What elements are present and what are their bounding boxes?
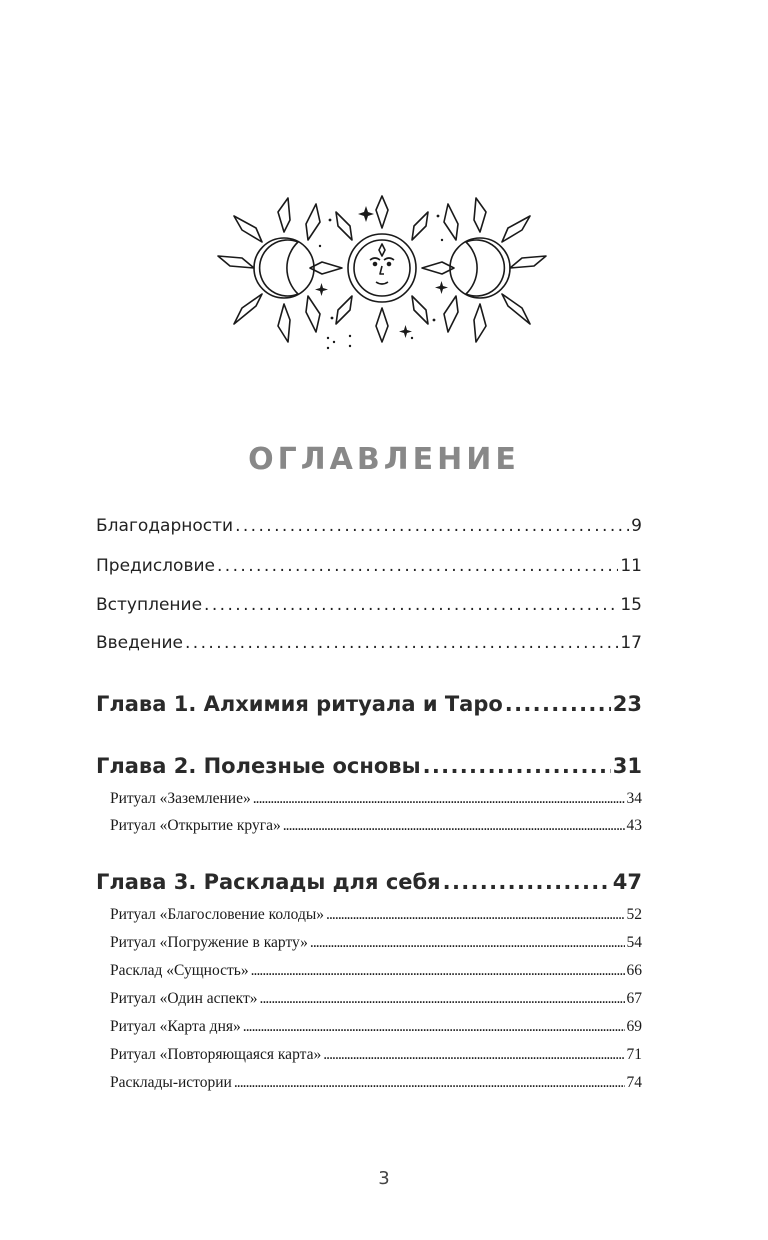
chapter-label: Глава 3. Расклады для себя <box>96 870 441 894</box>
toc-title: ОГЛАВЛЕНИЕ <box>248 442 520 477</box>
toc-entry-label: Благодарности <box>96 516 234 536</box>
subentry-label: Ритуал «Карта дня» <box>110 1018 241 1035</box>
dot-leader <box>253 790 625 808</box>
left-crescent-sun-icon <box>218 198 320 342</box>
toc-subentry[interactable] <box>110 1074 642 1092</box>
chapter-page: 23 <box>612 692 642 716</box>
toc-chapter[interactable] <box>96 692 642 716</box>
dot-leader <box>443 870 611 894</box>
chapter-label: Глава 2. Полезные основы <box>96 754 421 778</box>
sun-moon-ornament <box>212 190 552 360</box>
subentry-label: Ритуал «Повторяющаяся карта» <box>110 1046 322 1063</box>
subentry-label: Ритуал «Благословение колоды» <box>110 906 325 923</box>
toc-subentry[interactable] <box>110 934 642 952</box>
page-number: 3 <box>378 1168 390 1189</box>
dot-leader <box>260 990 625 1008</box>
subentry-page: 66 <box>626 962 642 979</box>
subentry-page: 54 <box>626 934 642 951</box>
dot-leader <box>505 692 611 716</box>
subentry-label: Ритуал «Погружение в карту» <box>110 934 308 951</box>
toc-chapter[interactable] <box>96 870 642 894</box>
right-crescent-sun-icon <box>444 198 546 342</box>
toc-entry-page: 9 <box>631 516 642 536</box>
toc-entry-front[interactable] <box>96 556 642 576</box>
toc-entry-label: Предисловие <box>96 556 215 576</box>
dot-leader <box>204 595 618 615</box>
subentry-page: 52 <box>626 906 642 923</box>
dot-leader <box>423 754 611 778</box>
dot-leader <box>234 1074 625 1092</box>
subentry-page: 69 <box>626 1018 642 1035</box>
chapter-page: 31 <box>612 754 642 778</box>
dot-leader <box>185 633 618 653</box>
toc-subentry[interactable] <box>110 906 642 924</box>
toc-subentry[interactable] <box>110 1046 642 1064</box>
chapter-page: 47 <box>612 870 642 894</box>
subentry-label: Расклад «Сущность» <box>110 962 249 979</box>
dot-leader <box>283 817 625 835</box>
dot-leader <box>235 516 629 536</box>
toc-subentry[interactable] <box>110 817 642 835</box>
center-sun-face-icon <box>310 196 454 342</box>
toc-entry-page: 11 <box>620 556 642 576</box>
dot-leader <box>217 556 618 576</box>
subentry-page: 67 <box>626 990 642 1007</box>
toc-entry-front[interactable] <box>96 516 642 536</box>
toc-entry-front[interactable] <box>96 595 642 615</box>
toc-entry-page: 17 <box>620 633 642 653</box>
dot-leader <box>310 934 625 952</box>
dot-leader <box>326 906 624 924</box>
subentry-page: 74 <box>626 1074 642 1091</box>
chapter-label: Глава 1. Алхимия ритуала и Таро <box>96 692 503 716</box>
subentry-page: 71 <box>626 1046 642 1063</box>
subentry-label: Ритуал «Заземление» <box>110 790 251 807</box>
subentry-page: 34 <box>626 790 642 807</box>
subentry-label: Расклады-истории <box>110 1074 232 1091</box>
subentry-label: Ритуал «Один аспект» <box>110 990 258 1007</box>
toc-entry-front[interactable] <box>96 633 642 653</box>
dot-leader <box>243 1018 625 1036</box>
toc-entry-label: Вступление <box>96 595 203 615</box>
subentry-page: 43 <box>626 817 642 834</box>
toc-subentry[interactable] <box>110 790 642 808</box>
dot-leader <box>251 962 625 980</box>
toc-entry-page: 15 <box>620 595 642 615</box>
toc-chapter[interactable] <box>96 754 642 778</box>
toc-subentry[interactable] <box>110 962 642 980</box>
subentry-label: Ритуал «Открытие круга» <box>110 817 281 834</box>
toc-subentry[interactable] <box>110 1018 642 1036</box>
dot-leader <box>323 1046 624 1064</box>
toc-subentry[interactable] <box>110 990 642 1008</box>
toc-entry-label: Введение <box>96 633 183 653</box>
